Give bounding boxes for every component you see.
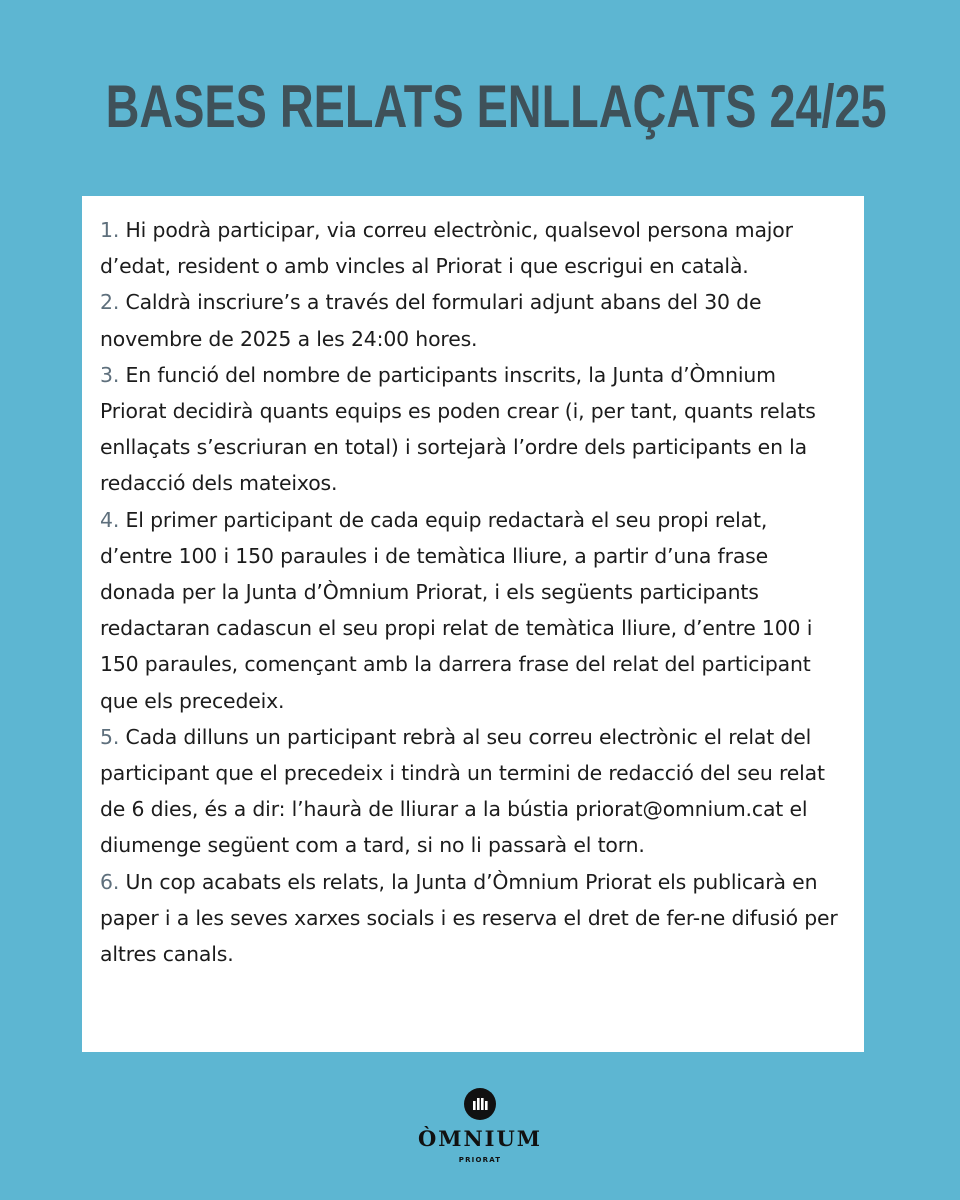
rule-number: 2. bbox=[100, 290, 120, 315]
rule-text: Caldrà inscriure’s a través del formulari adjunt abans del 30 de novembre de 2025 a les 24:00 hores. bbox=[100, 290, 762, 351]
rule-number: 4. bbox=[100, 507, 120, 532]
rule-text: En funció del nombre de participants inscrits, la Junta d’Òmnium Priorat decidirà quants equips es poden crear (i, per tant, quants relats enllaçats s’escriuran en total) i sortejarà l’ordre dels participants en la redacció dels mateixos. bbox=[100, 362, 816, 496]
omnium-logo bbox=[380, 1084, 580, 1184]
rule-item bbox=[100, 719, 842, 864]
page-title: BASES RELATS ENLLAÇATS 24/25 bbox=[105, 73, 887, 140]
rule-number: 3. bbox=[100, 362, 120, 387]
rule-text: Un cop acabats els relats, la Junta d’Òmnium Priorat els publicarà en paper i a les seves xarxes socials i es reserva el dret de fer-ne difusió per altres canals. bbox=[100, 869, 838, 967]
logo-subtitle: PRIORAT bbox=[458, 1156, 502, 1164]
rule-text: Hi podrà participar, via correu electrònic, qualsevol persona major d’edat, resident o amb vincles al Priorat i que escrigui en català. bbox=[100, 218, 793, 279]
rule-number: 6. bbox=[100, 869, 120, 894]
logo-name: ÒMNIUM bbox=[417, 1126, 543, 1151]
rule-item bbox=[100, 357, 842, 502]
rule-text: El primer participant de cada equip redactarà el seu propi relat, d’entre 100 i 150 paraules i de temàtica lliure, a partir d’una frase donada per la Junta d’Òmnium Priorat, i els següents participants redactaran cadascun el seu propi relat de temàtica lliure, d’entre 100 i 150 paraules, començant amb la darrera frase del relat del participant que els precedeix. bbox=[100, 507, 813, 713]
omnium-emblem-icon bbox=[464, 1088, 496, 1120]
rule-number: 1. bbox=[100, 218, 120, 242]
rule-number: 5. bbox=[100, 724, 120, 749]
rule-item bbox=[100, 502, 842, 719]
rule-item bbox=[100, 212, 842, 284]
rule-item bbox=[100, 284, 842, 356]
rule-item bbox=[100, 864, 842, 973]
rules-card bbox=[82, 196, 864, 1052]
rule-text: Cada dilluns un participant rebrà al seu correu electrònic el relat del participant que el precedeix i tindrà un termini de redacció del seu relat de 6 dies, és a dir: l’haurà de lliurar a la bústia priorat@omnium.cat el diumenge següent com a tard, si no li passarà el torn. bbox=[100, 724, 825, 858]
